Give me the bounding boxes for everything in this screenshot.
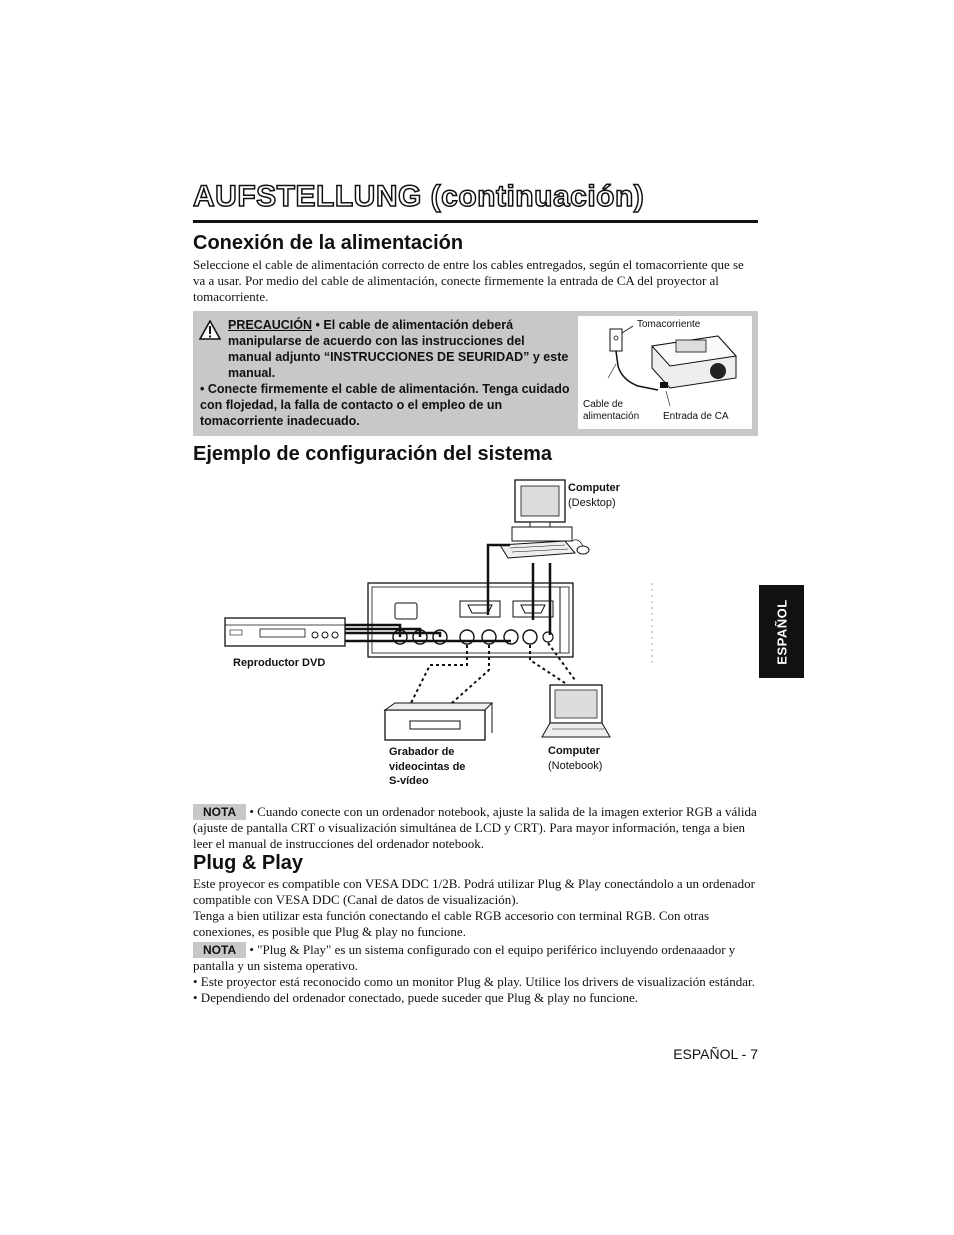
pnp-heading: Plug & Play [193, 852, 304, 874]
projector-rear-panel-icon [368, 583, 573, 657]
notebook-label: Computer (Notebook) [548, 745, 603, 772]
cable-label-line2: alimentación [583, 411, 640, 422]
page-footer: ESPAÑOL - 7 [673, 1046, 758, 1062]
outlet-label: Tomacorriente [637, 319, 701, 330]
notebook-computer-icon [542, 685, 610, 737]
ac-inlet-label: Entrada de CA [663, 411, 729, 422]
caution-text [200, 317, 570, 429]
system-heading: Ejemplo de configuración del sistema [193, 443, 552, 465]
pnp-note-1: • "Plug & Play" es un sistema configurado con el equipo periférico incluyendo ordenaaador y pantalla y un sistema operativo. [193, 942, 736, 973]
dvd-label: Reproductor DVD [233, 657, 326, 669]
desktop-label: Computer (Desktop) [568, 482, 620, 509]
pnp-body [193, 876, 758, 1006]
nota-tag: NOTA [193, 804, 246, 820]
power-body: Seleccione el cable de alimentación correcto de entre los cables entregados, según el tomacorriente que se va a usar. Por medio del cable de alimentación, conecte firmemente la entrada de CA del proyector al tomacorriente. [193, 257, 744, 304]
pnp-paragraph-2: Tenga a bien utilizar esta función conectando el cable RGB accesorio con terminal RGB. Con otras conexiones, es posible que Plug & play no funcione. [193, 908, 710, 939]
page-title: AUFSTELLUNG (continuación) [193, 180, 645, 213]
note-1-text: • Cuando conecte con un ordenador notebook, ajuste la salida de la imagen exterior RGB a válida (ajuste de pantalla CRT o visualización simultánea de LCD y CRT). Para mayor información, tenga a bien leer el manual de instrucciones del ordenador notebook. [193, 804, 757, 851]
pnp-paragraph-1: Este proyecor es compatible con VESA DDC 1/2B. Podrá utilizar Plug & Play conectándolo a un ordenador compatible con VESA DDC (Canal de datos de visualización). [193, 876, 755, 907]
caution-item-2: • Conecte firmemente el cable de alimentación. Tenga cuidado con flojedad, la falla de contacto o el empleo de un tomacorriente inadecuado. [200, 382, 570, 428]
note-1 [193, 804, 758, 852]
language-tab: ESPAÑOL [759, 585, 804, 678]
cable-label-line1: Cable de [583, 399, 624, 410]
power-heading: Conexión de la alimentación [193, 232, 464, 254]
power-connection-figure [578, 316, 752, 429]
vcr-icon [385, 703, 492, 740]
title-rule [193, 220, 758, 223]
caution-item-1: • El cable de alimentación deberá manipularse de acuerdo con las instrucciones del manual adjunto “INSTRUCCIONES DE SEURIDAD” y este manual. [228, 318, 569, 380]
pnp-note-3: • Dependiendo del ordenador conectado, puede suceder que Plug & play no funcione. [193, 990, 638, 1005]
nota-tag: NOTA [193, 942, 246, 958]
dvd-player-icon [225, 618, 345, 646]
caution-label: PRECAUCIÓN [228, 318, 313, 332]
vcr-label: Grabador de videocintas de S-vídeo [389, 746, 466, 787]
pnp-note-2: • Este proyector está reconocido como un monitor Plug & play. Utilice los drivers de visualización estándar. [193, 974, 755, 989]
pnp-note [193, 942, 758, 974]
